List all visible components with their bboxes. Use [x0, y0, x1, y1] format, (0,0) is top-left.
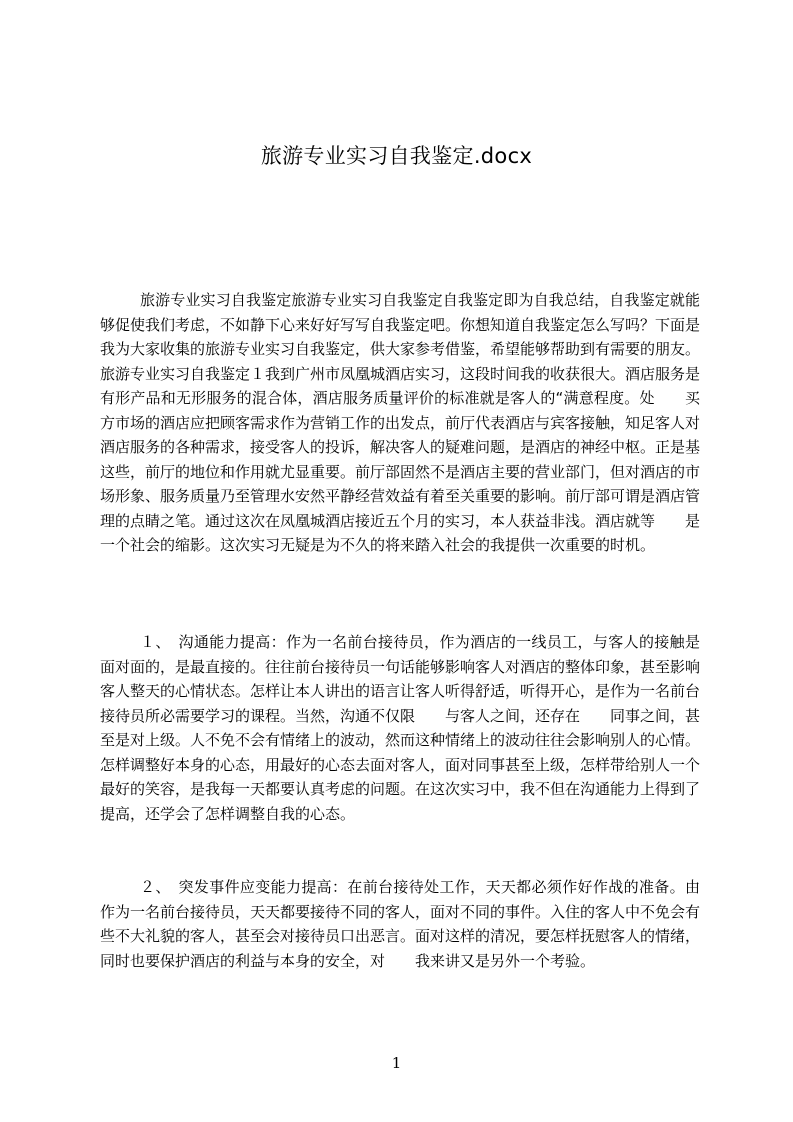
paragraph-communication: １、 沟通能力提高：作为一名前台接待员，作为酒店的一线员工，与客人的接触是面对面的，是最直接的。往往前台接待员一句话能够影响客人对酒店的整体印象，甚至影响客人整天的心情状态。怎样让本人讲出的语言让客人听得舒适，听得开心，是作为一名前台接待员所必需要学习的课程。当然，沟通不仅限 与客人之间，还存在 同事之间，甚至是对上级。人不免不会有情绪上的波动，然而这种情绪上的波动往往会影响别人的心情。怎样调整好本身的心态，用最好的心态去面对客人，面对同事甚至上级，怎样带给别人一个最好的笑容，是我每一天都要认真考虑的问题。在这次实习中，我不但在沟通能力上得到了提高，还学会了怎样调整自我的心态。: [100, 633, 701, 823]
paragraph-emergency: ２、 突发事件应变能力提高：在前台接待处工作，天天都必须作好作战的准备。由 作为一名前台接待员，天天都要接待不同的客人，面对不同的事件。入住的客人中不免会有些不大礼貌的客人，甚至会对接待员口出恶言。面对这样的清况，要怎样抚慰客人的情绪，同时也要保护酒店的利益与本身的安全，对 我来讲又是另外一个考验。: [100, 878, 731, 970]
paragraph-intro: 旅游专业实习自我鉴定旅游专业实习自我鉴定自我鉴定即为自我总结，自我鉴定就能够促使我们考虑，不如静下心来好好写写自我鉴定吧。你想知道自我鉴定怎么写吗？下面是我为大家收集的旅游专业实习自我鉴定，供大家参考借鉴，希望能够帮助到有需要的朋友。旅游专业实习自我鉴定１我到广州市凤凰城酒店实习，这段时间我的收获很大。酒店服务是有形产品和无形服务的混合体，酒店服务质量评价的标准就是客人的“满意程度。处 买方市场的酒店应把顾客需求作为营销工作的出发点，前厅代表酒店与宾客接触，知足客人对酒店服务的各种需求，接受客人的投诉，解决客人的疑难问题，是酒店的神经中枢。正是基 这些，前厅的地位和作用就尤显重要。前厅部固然不是酒店主要的营业部门，但对酒店的市场形象、服务质量乃至管理水安然平静经营效益有着至关重要的影响。前厅部可谓是酒店管理的点睛之笔。通过这次在凤凰城酒店接近五个月的实习，本人获益非浅。酒店就等 是一个社会的缩影。这次实习无疑是为不久的将来踏入社会的我提供一次重要的时机。: [100, 291, 731, 554]
page-number: 1: [391, 1054, 402, 1072]
document-title: 旅游专业实习自我鉴定.docx: [260, 144, 533, 168]
